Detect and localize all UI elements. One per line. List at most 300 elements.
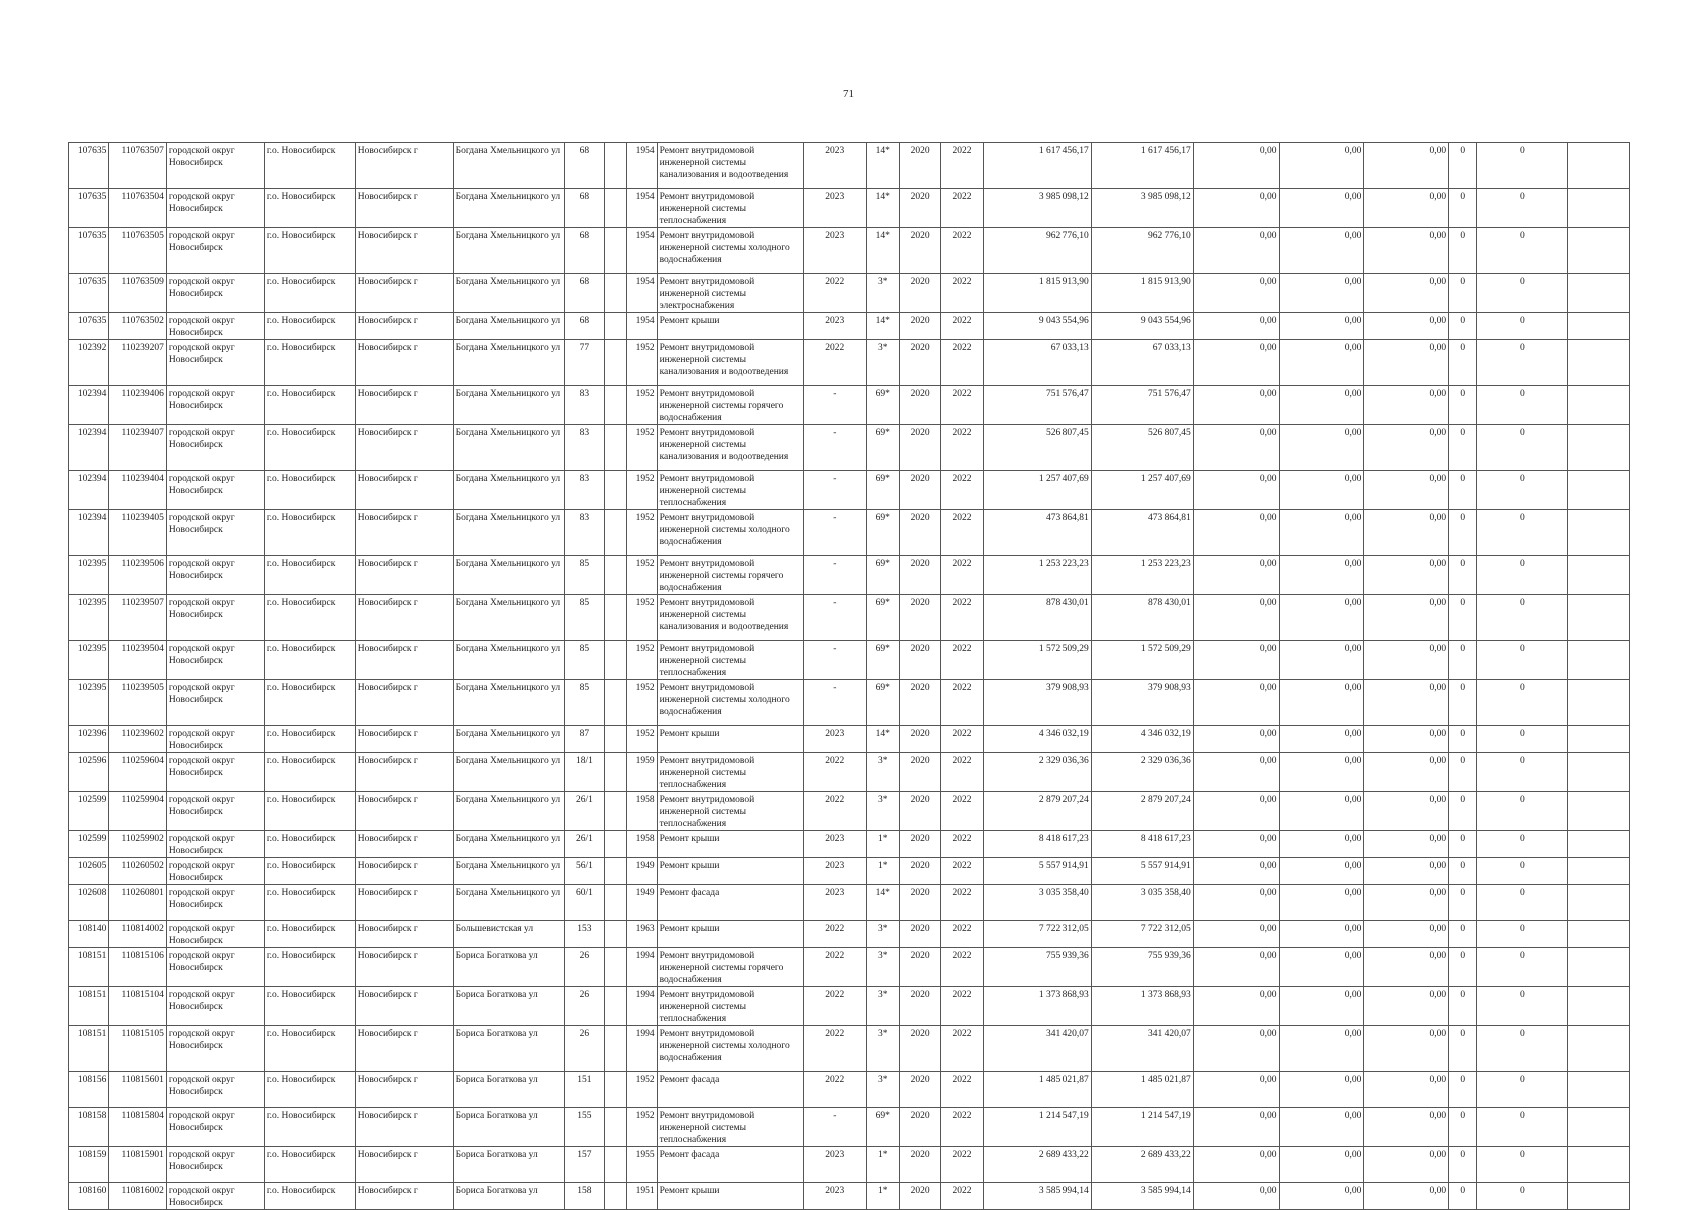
cell-work-id: 110239407 <box>109 425 167 471</box>
cell-period-start: 2020 <box>899 831 940 858</box>
cell-build-year: 1952 <box>627 1108 657 1147</box>
cell-extra <box>1568 641 1630 680</box>
cell-note-ref: 1* <box>866 858 899 885</box>
cell-count-a: 0 <box>1449 1108 1477 1147</box>
cell-total-cost: 4 346 032,19 <box>983 726 1091 753</box>
cell-count-a: 0 <box>1449 948 1477 987</box>
cell-period-end: 2022 <box>941 1026 983 1072</box>
table-row <box>69 425 1630 471</box>
cell-cost-column-b: 0,00 <box>1279 680 1364 726</box>
cell-period-start: 2020 <box>899 425 940 471</box>
cell-work-type: Ремонт внутридомовой инженерной системы горячего водоснабжения <box>657 948 803 987</box>
cell-cost-column-b: 0,00 <box>1279 858 1364 885</box>
cell-cost-column-c: 0,00 <box>1364 471 1449 510</box>
cell-building-id: 107635 <box>69 274 109 313</box>
cell-work-type: Ремонт внутридомовой инженерной системы электроснабжения <box>657 274 803 313</box>
cell-municipality: городской округ Новосибирск <box>166 792 264 831</box>
cell-locality: Новосибирск г <box>355 1026 453 1072</box>
cell-building-id: 107635 <box>69 189 109 228</box>
table-row <box>69 921 1630 948</box>
cell-locality: Новосибирск г <box>355 595 453 641</box>
cell-total-cost: 7 722 312,05 <box>983 921 1091 948</box>
cell-locality: Новосибирск г <box>355 425 453 471</box>
cell-building-id: 107635 <box>69 228 109 274</box>
cell-note-ref: 69* <box>866 680 899 726</box>
cell-note-ref: 3* <box>866 921 899 948</box>
cell-period-end: 2022 <box>941 386 983 425</box>
cell-period-end: 2022 <box>941 1183 983 1210</box>
cell-work-type: Ремонт крыши <box>657 831 803 858</box>
cell-count-a: 0 <box>1449 792 1477 831</box>
cell-cost-column-b: 0,00 <box>1279 792 1364 831</box>
cell-municipality: городской округ Новосибирск <box>166 510 264 556</box>
cell-extra <box>1568 1026 1630 1072</box>
cell-cost-column-a: 0,00 <box>1193 189 1279 228</box>
cell-note-ref: 3* <box>866 792 899 831</box>
cell-fund-cost: 5 557 914,91 <box>1091 858 1193 885</box>
cell-municipal-district: г.о. Новосибирск <box>264 753 355 792</box>
cell-extra <box>1568 189 1630 228</box>
cell-fund-cost: 67 033,13 <box>1091 340 1193 386</box>
cell-period-start: 2020 <box>899 948 940 987</box>
cell-cost-column-b: 0,00 <box>1279 641 1364 680</box>
cell-building-letter <box>605 1183 627 1210</box>
cell-period-start: 2020 <box>899 313 940 340</box>
cell-count-b: 0 <box>1477 1026 1568 1072</box>
cell-work-type: Ремонт внутридомовой инженерной системы теплоснабжения <box>657 753 803 792</box>
cell-locality: Новосибирск г <box>355 228 453 274</box>
cell-cost-column-b: 0,00 <box>1279 1026 1364 1072</box>
cell-build-year: 1952 <box>627 340 657 386</box>
table-row <box>69 510 1630 556</box>
cell-work-type: Ремонт внутридомовой инженерной системы теплоснабжения <box>657 987 803 1026</box>
cell-street: Богдана Хмельницкого ул <box>453 228 564 274</box>
cell-work-type: Ремонт внутридомовой инженерной системы теплоснабжения <box>657 471 803 510</box>
cell-building-letter <box>605 1026 627 1072</box>
cell-cost-column-b: 0,00 <box>1279 313 1364 340</box>
cell-building-id: 102394 <box>69 386 109 425</box>
cell-municipality: городской округ Новосибирск <box>166 471 264 510</box>
cell-cost-column-b: 0,00 <box>1279 425 1364 471</box>
cell-work-type: Ремонт крыши <box>657 1183 803 1210</box>
cell-locality: Новосибирск г <box>355 274 453 313</box>
cell-work-id: 110239207 <box>109 340 167 386</box>
cell-municipality: городской округ Новосибирск <box>166 189 264 228</box>
cell-cost-column-a: 0,00 <box>1193 595 1279 641</box>
table-row <box>69 1147 1630 1183</box>
cell-municipality: городской округ Новосибирск <box>166 143 264 189</box>
cell-extra <box>1568 274 1630 313</box>
cell-locality: Новосибирск г <box>355 753 453 792</box>
cell-work-id: 110239504 <box>109 641 167 680</box>
cell-count-b: 0 <box>1477 556 1568 595</box>
cell-extra <box>1568 143 1630 189</box>
cell-cost-column-a: 0,00 <box>1193 792 1279 831</box>
cell-work-id: 110260502 <box>109 858 167 885</box>
cell-municipal-district: г.о. Новосибирск <box>264 595 355 641</box>
cell-fund-cost: 1 617 456,17 <box>1091 143 1193 189</box>
cell-count-a: 0 <box>1449 1026 1477 1072</box>
cell-planned-year: 2023 <box>803 313 866 340</box>
cell-building-id: 107635 <box>69 313 109 340</box>
cell-count-b: 0 <box>1477 680 1568 726</box>
cell-extra <box>1568 595 1630 641</box>
cell-municipal-district: г.о. Новосибирск <box>264 1072 355 1108</box>
cell-work-id: 110239405 <box>109 510 167 556</box>
cell-locality: Новосибирск г <box>355 386 453 425</box>
cell-period-end: 2022 <box>941 425 983 471</box>
cell-planned-year: 2022 <box>803 1026 866 1072</box>
cell-municipality: городской округ Новосибирск <box>166 274 264 313</box>
cell-count-b: 0 <box>1477 753 1568 792</box>
cell-municipality: городской округ Новосибирск <box>166 228 264 274</box>
cell-street: Богдана Хмельницкого ул <box>453 885 564 921</box>
cell-fund-cost: 4 346 032,19 <box>1091 726 1193 753</box>
cell-total-cost: 1 815 913,90 <box>983 274 1091 313</box>
cell-count-b: 0 <box>1477 510 1568 556</box>
cell-locality: Новосибирск г <box>355 1183 453 1210</box>
cell-note-ref: 69* <box>866 1108 899 1147</box>
cell-cost-column-a: 0,00 <box>1193 143 1279 189</box>
cell-cost-column-c: 0,00 <box>1364 595 1449 641</box>
cell-municipality: городской округ Новосибирск <box>166 858 264 885</box>
cell-building-id: 102394 <box>69 471 109 510</box>
cell-build-year: 1963 <box>627 921 657 948</box>
cell-total-cost: 755 939,36 <box>983 948 1091 987</box>
table-row <box>69 274 1630 313</box>
cell-municipal-district: г.о. Новосибирск <box>264 386 355 425</box>
cell-work-type: Ремонт внутридомовой инженерной системы горячего водоснабжения <box>657 386 803 425</box>
cell-planned-year: 2022 <box>803 340 866 386</box>
cell-count-b: 0 <box>1477 471 1568 510</box>
cell-house-number: 85 <box>564 641 604 680</box>
cell-work-type: Ремонт внутридомовой инженерной системы теплоснабжения <box>657 189 803 228</box>
cell-period-end: 2022 <box>941 1108 983 1147</box>
cell-fund-cost: 1 572 509,29 <box>1091 641 1193 680</box>
cell-work-type: Ремонт внутридомовой инженерной системы теплоснабжения <box>657 792 803 831</box>
cell-note-ref: 3* <box>866 274 899 313</box>
cell-count-b: 0 <box>1477 858 1568 885</box>
cell-period-start: 2020 <box>899 189 940 228</box>
cell-total-cost: 473 864,81 <box>983 510 1091 556</box>
cell-extra <box>1568 1147 1630 1183</box>
cell-build-year: 1952 <box>627 641 657 680</box>
cell-building-id: 102395 <box>69 680 109 726</box>
table-row <box>69 1072 1630 1108</box>
cell-cost-column-b: 0,00 <box>1279 471 1364 510</box>
cell-building-id: 108151 <box>69 948 109 987</box>
cell-fund-cost: 9 043 554,96 <box>1091 313 1193 340</box>
table-row <box>69 143 1630 189</box>
cell-note-ref: 14* <box>866 726 899 753</box>
cell-street: Бориса Богаткова ул <box>453 987 564 1026</box>
cell-note-ref: 3* <box>866 340 899 386</box>
cell-house-number: 26 <box>564 987 604 1026</box>
cell-total-cost: 2 879 207,24 <box>983 792 1091 831</box>
cell-municipality: городской округ Новосибирск <box>166 340 264 386</box>
cell-locality: Новосибирск г <box>355 471 453 510</box>
cell-period-start: 2020 <box>899 1026 940 1072</box>
table-row <box>69 680 1630 726</box>
cell-extra <box>1568 753 1630 792</box>
table-row <box>69 885 1630 921</box>
cell-note-ref: 1* <box>866 831 899 858</box>
cell-house-number: 83 <box>564 510 604 556</box>
cell-period-start: 2020 <box>899 885 940 921</box>
cell-municipal-district: г.о. Новосибирск <box>264 340 355 386</box>
cell-street: Богдана Хмельницкого ул <box>453 726 564 753</box>
cell-building-id: 108158 <box>69 1108 109 1147</box>
cell-building-letter <box>605 948 627 987</box>
cell-cost-column-c: 0,00 <box>1364 1108 1449 1147</box>
cell-street: Бориса Богаткова ул <box>453 1072 564 1108</box>
cell-total-cost: 1 373 868,93 <box>983 987 1091 1026</box>
cell-build-year: 1954 <box>627 313 657 340</box>
cell-street: Богдана Хмельницкого ул <box>453 340 564 386</box>
cell-fund-cost: 8 418 617,23 <box>1091 831 1193 858</box>
cell-total-cost: 3 985 098,12 <box>983 189 1091 228</box>
cell-extra <box>1568 425 1630 471</box>
cell-building-letter <box>605 921 627 948</box>
cell-locality: Новосибирск г <box>355 792 453 831</box>
cell-building-id: 102596 <box>69 753 109 792</box>
cell-count-a: 0 <box>1449 1183 1477 1210</box>
cell-extra <box>1568 726 1630 753</box>
cell-cost-column-a: 0,00 <box>1193 1026 1279 1072</box>
cell-cost-column-b: 0,00 <box>1279 753 1364 792</box>
cell-work-id: 110259904 <box>109 792 167 831</box>
cell-total-cost: 526 807,45 <box>983 425 1091 471</box>
cell-period-start: 2020 <box>899 595 940 641</box>
cell-house-number: 83 <box>564 425 604 471</box>
cell-note-ref: 14* <box>866 143 899 189</box>
cell-extra <box>1568 313 1630 340</box>
cell-cost-column-c: 0,00 <box>1364 831 1449 858</box>
cell-work-id: 110815104 <box>109 987 167 1026</box>
cell-cost-column-b: 0,00 <box>1279 885 1364 921</box>
cell-building-letter <box>605 641 627 680</box>
cell-planned-year: 2023 <box>803 189 866 228</box>
cell-planned-year: 2023 <box>803 831 866 858</box>
cell-total-cost: 341 420,07 <box>983 1026 1091 1072</box>
cell-street: Богдана Хмельницкого ул <box>453 792 564 831</box>
cell-count-a: 0 <box>1449 680 1477 726</box>
cell-street: Богдана Хмельницкого ул <box>453 753 564 792</box>
table-row <box>69 641 1630 680</box>
cell-count-b: 0 <box>1477 274 1568 313</box>
cell-municipality: городской округ Новосибирск <box>166 641 264 680</box>
cell-work-id: 110239404 <box>109 471 167 510</box>
cell-extra <box>1568 471 1630 510</box>
cell-house-number: 83 <box>564 471 604 510</box>
cell-municipality: городской округ Новосибирск <box>166 948 264 987</box>
table-row <box>69 228 1630 274</box>
cell-period-start: 2020 <box>899 921 940 948</box>
cell-house-number: 158 <box>564 1183 604 1210</box>
cell-fund-cost: 755 939,36 <box>1091 948 1193 987</box>
cell-building-letter <box>605 386 627 425</box>
cell-cost-column-c: 0,00 <box>1364 189 1449 228</box>
cell-building-id: 102395 <box>69 641 109 680</box>
cell-street: Бориса Богаткова ул <box>453 1108 564 1147</box>
cell-cost-column-b: 0,00 <box>1279 274 1364 313</box>
cell-fund-cost: 526 807,45 <box>1091 425 1193 471</box>
cell-house-number: 26/1 <box>564 792 604 831</box>
cell-extra <box>1568 792 1630 831</box>
cell-street: Богдана Хмельницкого ул <box>453 386 564 425</box>
cell-build-year: 1954 <box>627 143 657 189</box>
cell-cost-column-a: 0,00 <box>1193 313 1279 340</box>
cell-building-id: 102396 <box>69 726 109 753</box>
cell-total-cost: 8 418 617,23 <box>983 831 1091 858</box>
cell-work-id: 110239505 <box>109 680 167 726</box>
cell-cost-column-c: 0,00 <box>1364 1183 1449 1210</box>
cell-planned-year: 2023 <box>803 885 866 921</box>
cell-cost-column-b: 0,00 <box>1279 948 1364 987</box>
cell-count-a: 0 <box>1449 189 1477 228</box>
cell-planned-year: - <box>803 1108 866 1147</box>
cell-municipal-district: г.о. Новосибирск <box>264 1183 355 1210</box>
cell-fund-cost: 2 689 433,22 <box>1091 1147 1193 1183</box>
cell-municipal-district: г.о. Новосибирск <box>264 858 355 885</box>
cell-period-start: 2020 <box>899 726 940 753</box>
cell-cost-column-c: 0,00 <box>1364 792 1449 831</box>
cell-locality: Новосибирск г <box>355 641 453 680</box>
table-row <box>69 792 1630 831</box>
cell-fund-cost: 1 214 547,19 <box>1091 1108 1193 1147</box>
cell-period-end: 2022 <box>941 189 983 228</box>
cell-build-year: 1952 <box>627 556 657 595</box>
cell-locality: Новосибирск г <box>355 313 453 340</box>
cell-note-ref: 14* <box>866 189 899 228</box>
cell-count-a: 0 <box>1449 753 1477 792</box>
cell-municipal-district: г.о. Новосибирск <box>264 921 355 948</box>
cell-build-year: 1959 <box>627 753 657 792</box>
cell-extra <box>1568 885 1630 921</box>
cell-count-b: 0 <box>1477 1147 1568 1183</box>
cell-fund-cost: 1 373 868,93 <box>1091 987 1193 1026</box>
cell-municipal-district: г.о. Новосибирск <box>264 792 355 831</box>
cell-build-year: 1952 <box>627 425 657 471</box>
cell-cost-column-a: 0,00 <box>1193 425 1279 471</box>
cell-total-cost: 1 257 407,69 <box>983 471 1091 510</box>
cell-period-end: 2022 <box>941 831 983 858</box>
cell-locality: Новосибирск г <box>355 1147 453 1183</box>
cell-work-type: Ремонт внутридомовой инженерной системы теплоснабжения <box>657 1108 803 1147</box>
cell-work-id: 110239506 <box>109 556 167 595</box>
cell-municipal-district: г.о. Новосибирск <box>264 274 355 313</box>
cell-municipality: городской округ Новосибирск <box>166 753 264 792</box>
cell-period-end: 2022 <box>941 143 983 189</box>
cell-period-start: 2020 <box>899 143 940 189</box>
cell-total-cost: 1 214 547,19 <box>983 1108 1091 1147</box>
cell-cost-column-c: 0,00 <box>1364 425 1449 471</box>
cell-fund-cost: 878 430,01 <box>1091 595 1193 641</box>
cell-work-type: Ремонт внутридомовой инженерной системы канализования и водоотведения <box>657 143 803 189</box>
cell-build-year: 1994 <box>627 1026 657 1072</box>
cell-period-end: 2022 <box>941 340 983 386</box>
cell-note-ref: 3* <box>866 948 899 987</box>
cell-house-number: 26 <box>564 948 604 987</box>
cell-building-letter <box>605 792 627 831</box>
cell-build-year: 1952 <box>627 680 657 726</box>
cell-building-id: 102394 <box>69 510 109 556</box>
cell-work-id: 110815804 <box>109 1108 167 1147</box>
cell-building-letter <box>605 471 627 510</box>
cell-planned-year: - <box>803 425 866 471</box>
cell-cost-column-a: 0,00 <box>1193 510 1279 556</box>
cell-note-ref: 14* <box>866 313 899 340</box>
cell-work-type: Ремонт внутридомовой инженерной системы теплоснабжения <box>657 641 803 680</box>
cell-cost-column-a: 0,00 <box>1193 921 1279 948</box>
cell-cost-column-c: 0,00 <box>1364 885 1449 921</box>
cell-count-b: 0 <box>1477 143 1568 189</box>
cell-note-ref: 14* <box>866 228 899 274</box>
cell-locality: Новосибирск г <box>355 948 453 987</box>
cell-municipal-district: г.о. Новосибирск <box>264 471 355 510</box>
cell-total-cost: 2 329 036,36 <box>983 753 1091 792</box>
cell-cost-column-b: 0,00 <box>1279 189 1364 228</box>
cell-street: Богдана Хмельницкого ул <box>453 556 564 595</box>
cell-extra <box>1568 1183 1630 1210</box>
cell-build-year: 1958 <box>627 792 657 831</box>
cell-period-end: 2022 <box>941 1147 983 1183</box>
cell-locality: Новосибирск г <box>355 510 453 556</box>
cell-building-letter <box>605 726 627 753</box>
page-number: 71 <box>843 88 854 100</box>
table-row <box>69 753 1630 792</box>
cell-building-letter <box>605 189 627 228</box>
cell-municipal-district: г.о. Новосибирск <box>264 425 355 471</box>
cell-cost-column-b: 0,00 <box>1279 987 1364 1026</box>
cell-cost-column-c: 0,00 <box>1364 726 1449 753</box>
cell-count-b: 0 <box>1477 386 1568 425</box>
cell-period-end: 2022 <box>941 885 983 921</box>
cell-cost-column-b: 0,00 <box>1279 386 1364 425</box>
cell-municipality: городской округ Новосибирск <box>166 1183 264 1210</box>
cell-period-start: 2020 <box>899 858 940 885</box>
cell-note-ref: 69* <box>866 510 899 556</box>
cell-period-start: 2020 <box>899 987 940 1026</box>
cell-house-number: 151 <box>564 1072 604 1108</box>
cell-cost-column-b: 0,00 <box>1279 831 1364 858</box>
cell-cost-column-c: 0,00 <box>1364 510 1449 556</box>
cell-count-a: 0 <box>1449 987 1477 1026</box>
cell-count-a: 0 <box>1449 1072 1477 1108</box>
cell-building-id: 102395 <box>69 556 109 595</box>
cell-municipal-district: г.о. Новосибирск <box>264 228 355 274</box>
cell-cost-column-c: 0,00 <box>1364 753 1449 792</box>
cell-work-type: Ремонт крыши <box>657 858 803 885</box>
cell-note-ref: 1* <box>866 1183 899 1210</box>
cell-fund-cost: 379 908,93 <box>1091 680 1193 726</box>
cell-cost-column-c: 0,00 <box>1364 274 1449 313</box>
cell-extra <box>1568 831 1630 858</box>
cell-work-id: 110763505 <box>109 228 167 274</box>
cell-house-number: 26 <box>564 1026 604 1072</box>
cell-count-b: 0 <box>1477 340 1568 386</box>
cell-locality: Новосибирск г <box>355 556 453 595</box>
cell-count-b: 0 <box>1477 726 1568 753</box>
cell-work-type: Ремонт фасада <box>657 1072 803 1108</box>
table-row <box>69 471 1630 510</box>
cell-extra <box>1568 510 1630 556</box>
cell-count-b: 0 <box>1477 313 1568 340</box>
cell-cost-column-c: 0,00 <box>1364 921 1449 948</box>
cell-period-end: 2022 <box>941 228 983 274</box>
cell-municipality: городской округ Новосибирск <box>166 1108 264 1147</box>
cell-count-b: 0 <box>1477 1108 1568 1147</box>
